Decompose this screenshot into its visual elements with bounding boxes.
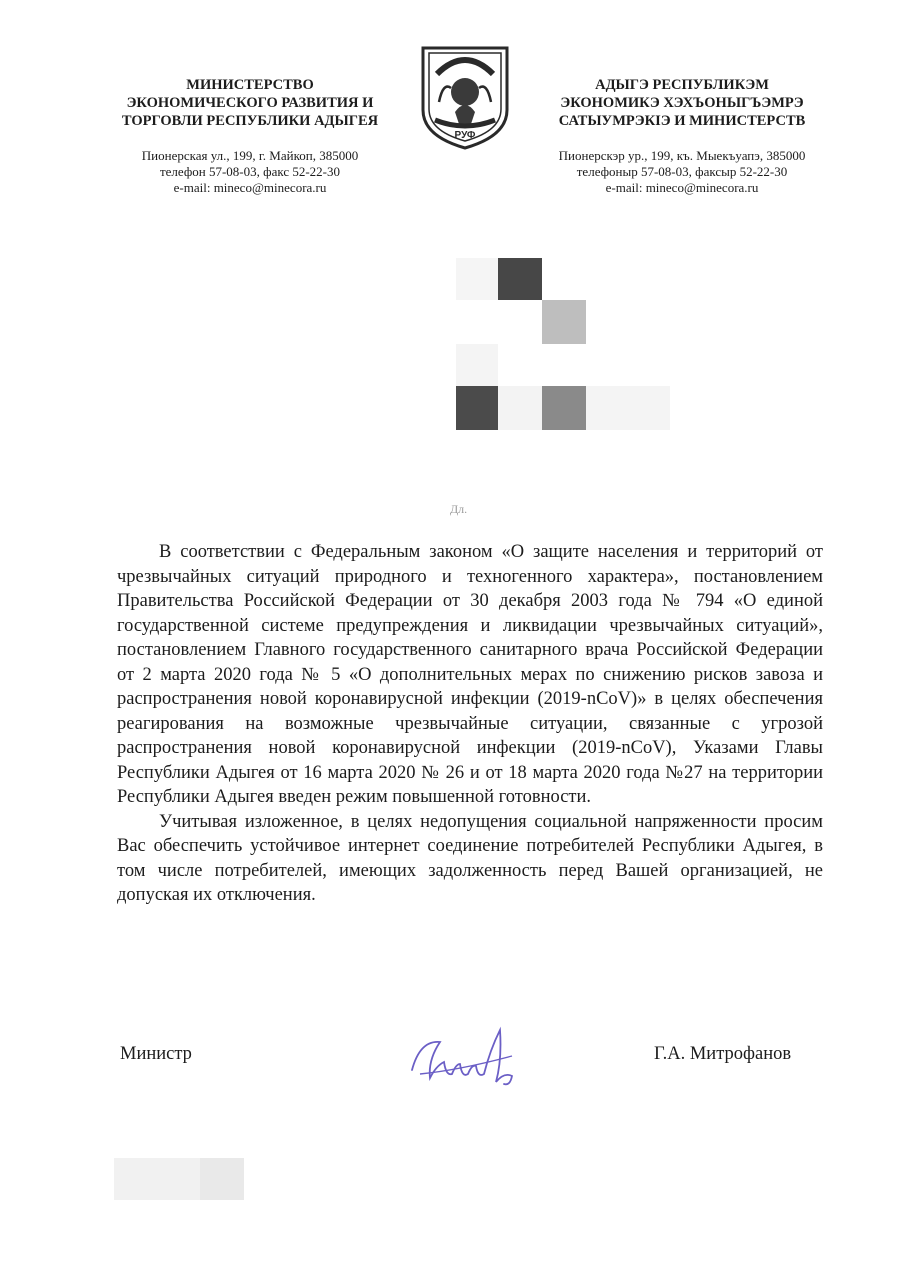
redact-block	[200, 1158, 244, 1200]
org-name-ady	[522, 76, 842, 130]
phone-line: телефон 57-08-03, факс 52-22-30	[159, 164, 341, 179]
emblem-icon	[413, 40, 517, 152]
org-line: ЭКОНОМИЧЕСКОГО РАЗВИТИЯ И	[126, 95, 374, 111]
redact-block	[542, 300, 586, 344]
redact-block	[456, 344, 498, 386]
email-line: e-mail: mineco@minecora.ru	[605, 180, 759, 195]
faint-mark: Дл.	[450, 502, 468, 516]
redact-block	[542, 386, 586, 430]
redact-block	[498, 258, 542, 300]
contact-block-ady	[522, 148, 842, 196]
org-line: ТОРГОВЛИ РЕСПУБЛИКИ АДЫГЕЯ	[121, 113, 379, 129]
emblem-ribbon-text: РУФ	[454, 130, 476, 141]
redact-block	[456, 386, 498, 430]
contact-block-ru	[90, 148, 410, 196]
signatory-title: Министр	[120, 1044, 192, 1064]
redact-block	[498, 386, 542, 430]
paragraph: Учитывая изложенное, в целях недопущения социальной напряженности просим Вас обеспечить устойчивое интернет соединение потребителей Республики Адыгея, в том числе потребителей, имеющих задолженность перед Вашей организацией, не допуская их отключения.	[117, 811, 823, 905]
letter-body	[117, 540, 823, 908]
header-right	[522, 76, 842, 196]
org-line: ЭКОНОМИКЭ ХЭХЪОНЫГЪЭМРЭ	[560, 95, 804, 111]
redact-block	[114, 1158, 200, 1200]
address-line: Пионерская ул., 199, г. Майкоп, 385000	[141, 148, 359, 163]
address-line: Пионерскэр ур., 199, къ. Мыекъуапэ, 385000	[558, 148, 806, 163]
org-line: МИНИСТЕРСТВО	[186, 77, 314, 93]
org-line: АДЫГЭ РЕСПУБЛИКЭМ	[595, 77, 769, 93]
paragraph: В соответствии с Федеральным законом «О защите населения и территорий от чрезвычайных ситуаций природного и техногенного характера», постановлением Правительства Российской Федерации от 30 декабря 2003 года № 794 «О единой государственной системе предупреждения и ликвидации чрезвычайных ситуаций», постановлением Главного государственного санитарного врача Российской Федерации от 2 марта 2020 года № 5 «О дополнительных мерах по снижению рисков завоза и распространения новой коронавирусной инфекции (2019-nCoV)» в целях обеспечения реагирования на возможные чрезвычайные ситуации, связанные с угрозой распространения новой коронавирусной инфекции (2019-nCoV), Указами Главы Республики Адыгея от 16 марта 2020 № 26 и от 18 марта 2020 года №27 на территории Республики Адыгея введен режим повышенной готовности.	[117, 542, 823, 807]
org-line: САТЫУМРЭКIЭ И МИНИСТЕРСТВ	[558, 113, 806, 129]
email-line: e-mail: mineco@minecora.ru	[173, 180, 327, 195]
redact-block	[456, 258, 498, 300]
header-left	[90, 76, 410, 196]
org-name-ru	[90, 76, 410, 130]
redact-block	[586, 386, 670, 430]
signature-icon	[400, 1020, 540, 1100]
phone-line: телефоныр 57-08-03, факсыр 52-22-30	[576, 164, 788, 179]
signatory-name: Г.А. Митрофанов	[654, 1044, 792, 1064]
